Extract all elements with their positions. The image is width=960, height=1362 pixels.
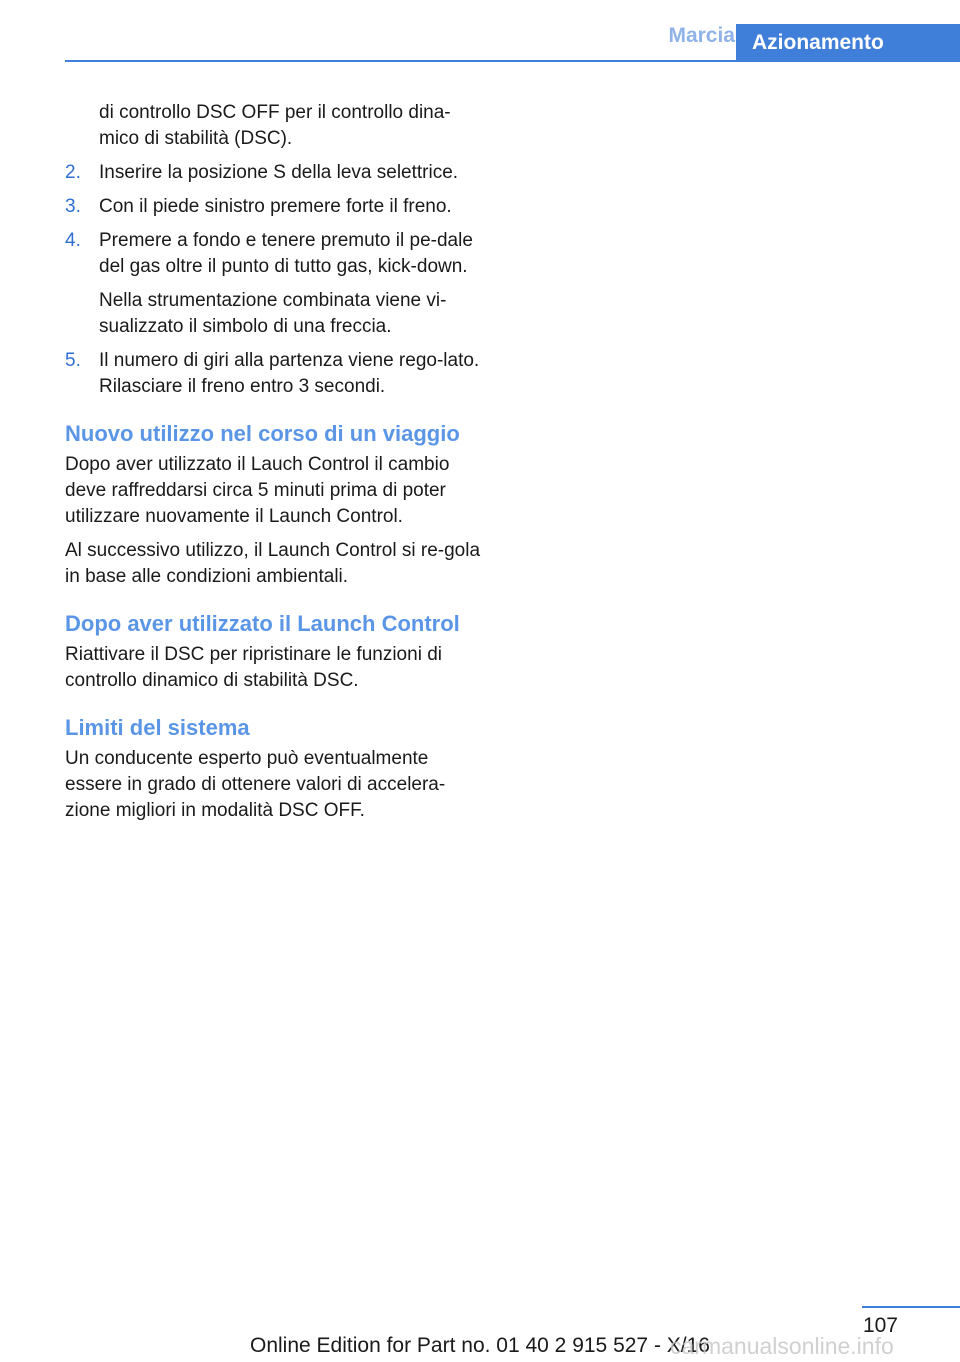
step-text: Il numero di giri alla partenza viene rego‐lato. Rilasciare il freno entro 3 secondi. xyxy=(99,350,480,397)
intro-continuation: di controllo DSC OFF per il controllo dina‐mico di stabilità (DSC). xyxy=(99,102,451,149)
section-heading: Nuovo utilizzo nel corso di un viaggio xyxy=(65,421,460,446)
page-number: 107 xyxy=(862,1314,898,1337)
list-item xyxy=(65,228,485,280)
step-text: Premere a fondo e tenere premuto il pe‐dale del gas oltre il punto di tutto gas, kick‐down. xyxy=(99,230,473,277)
step-text: Inserire la posizione S della leva selettrice. xyxy=(99,162,459,183)
step-number: 4. xyxy=(65,230,81,251)
watermark: carmanualsonline.info xyxy=(670,1333,894,1359)
step-note: Nella strumentazione combinata viene vi‐sualizzato il simbolo di una freccia. xyxy=(99,290,447,337)
section-heading: Dopo aver utilizzato il Launch Control xyxy=(65,611,460,636)
edition-line: Online Edition for Part no. 01 40 2 915 527 - X/16 xyxy=(250,1334,710,1357)
step-number: 2. xyxy=(65,162,81,183)
list-item xyxy=(65,194,485,220)
paragraph: Al successivo utilizzo, il Launch Control si re‐gola in base alle condizioni ambientali. xyxy=(65,540,481,587)
paragraph: Un conducente esperto può eventualmente essere in grado di ottenere valori di accelera‐zione migliori in modalità DSC OFF. xyxy=(65,748,446,821)
page-header xyxy=(0,0,960,62)
step-text: Con il piede sinistro premere forte il freno. xyxy=(99,196,452,217)
list-item xyxy=(65,348,485,400)
text-column xyxy=(65,100,485,824)
paragraph: Riattivare il DSC per ripristinare le funzioni di controllo dinamico di stabilità DSC. xyxy=(65,644,442,691)
section-tab[interactable]: Marcia xyxy=(668,24,735,47)
paragraph: Dopo aver utilizzato il Lauch Control il cambio deve raffreddarsi circa 5 minuti prima di poter utilizzare nuovamente il Launch Control. xyxy=(65,454,450,527)
section-heading: Limiti del sistema xyxy=(65,715,250,740)
header-divider xyxy=(65,60,960,62)
footer-divider xyxy=(862,1306,960,1308)
step-number: 5. xyxy=(65,350,81,371)
step-number: 3. xyxy=(65,196,81,217)
chapter-tab[interactable]: Azionamento xyxy=(736,24,960,62)
list-item xyxy=(65,160,485,186)
